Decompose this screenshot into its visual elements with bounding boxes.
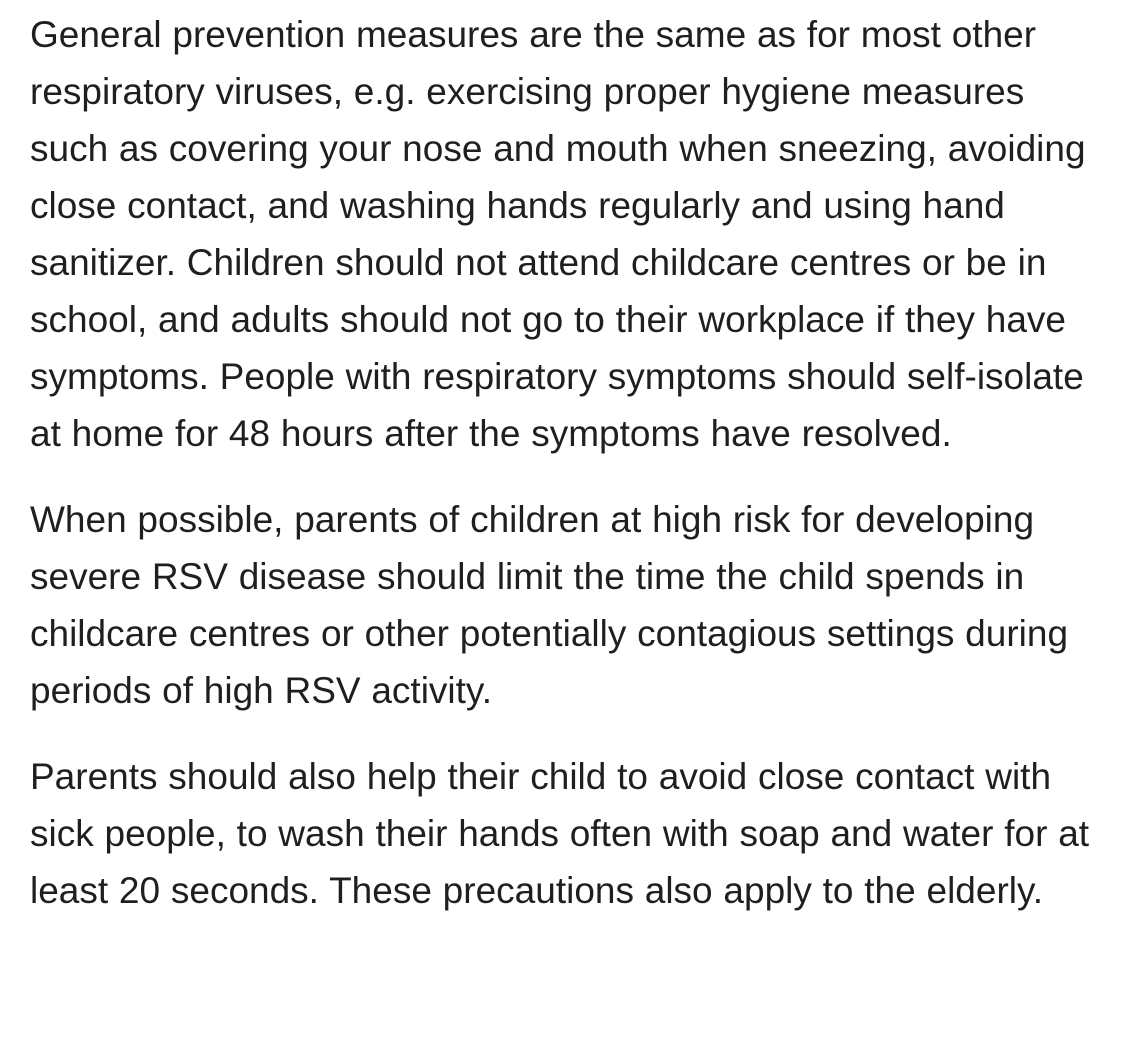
paragraph-parent-precautions: Parents should also help their child to avoid close contact with sick people, to wash their hands often with soap and water for at least 20 seconds. These precautions also apply to the elderly.: [30, 756, 1090, 911]
paragraph-high-risk-children: When possible, parents of children at high risk for developing severe RSV disease should limit the time the child spends in childcare centres or other potentially contagious settings during periods of high RSV activity.: [30, 499, 1069, 711]
paragraph-general-prevention: General prevention measures are the same as for most other respiratory viruses, e.g. exercising proper hygiene measures such as covering your nose and mouth when sneezing, avoiding close contact, and washing hands regularly and using hand sanitizer. Children should not attend childcare centres or be in school, and adults should not go to their workplace if they have symptoms. People with respiratory symptoms should self-isolate at home for 48 hours after the symptoms have resolved.: [30, 14, 1086, 454]
